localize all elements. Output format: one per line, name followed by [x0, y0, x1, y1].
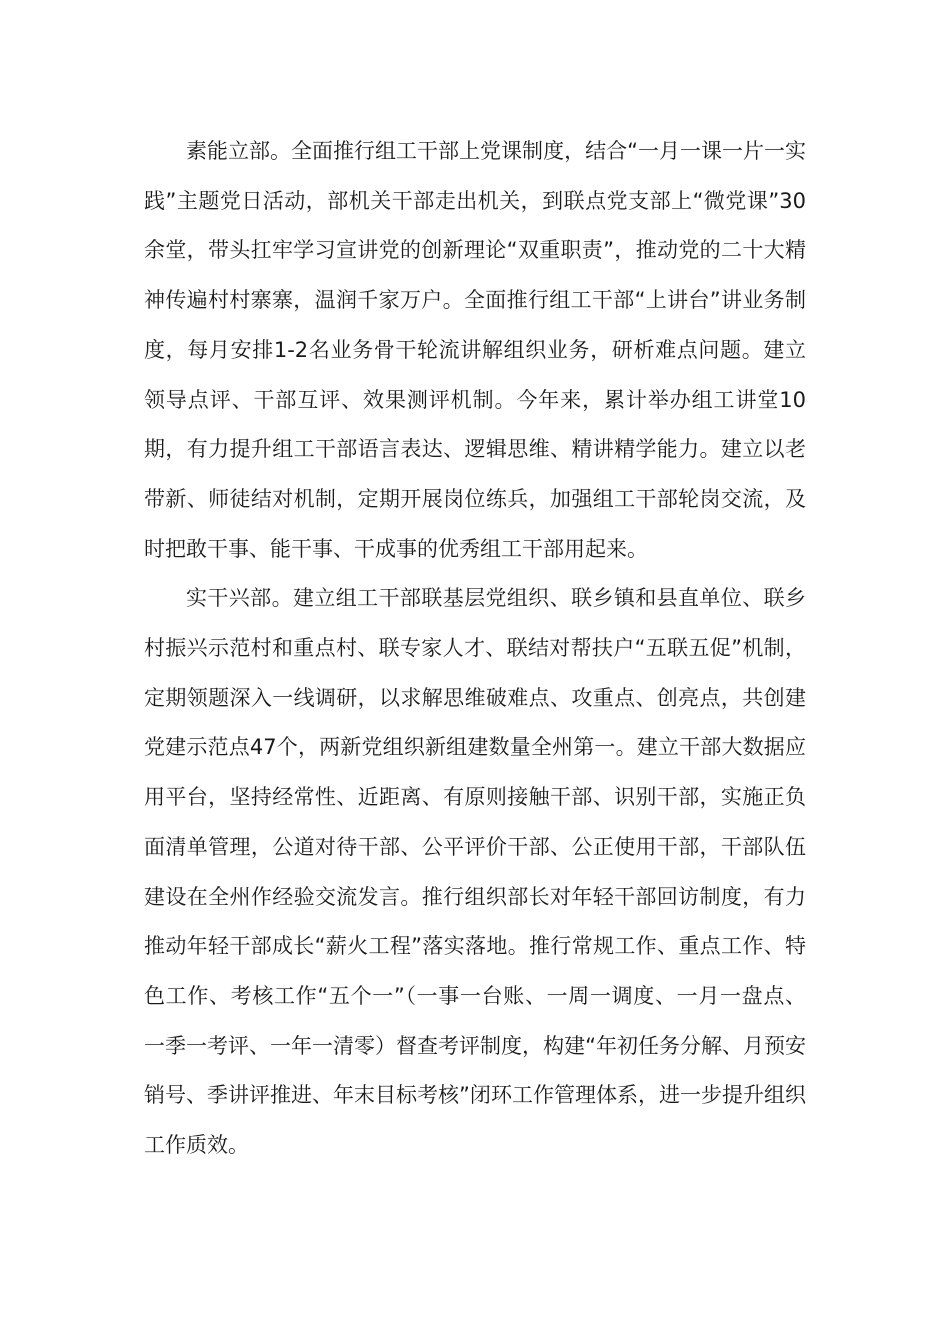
paragraph-shigan-xingbu: 实干兴部。建立组工干部联基层党组织、联乡镇和县直单位、联乡村振兴示范村和重点村、联专家人才、联结对帮扶户“五联五促”机制，定期领题深入一线调研，以求解思维破难点、攻重点、创亮点，共创建党建示范点47个，两新党组织新组建数量全州第一。建立干部大数据应用平台，坚持经常性、近距离、有原则接触干部、识别干部，实施正负面清单管理，公道对待干部、公平评价干部、公正使用干部，干部队伍建设在全州作经验交流发言。推行组织部长对年轻干部回访制度，有力推动年轻干部成长“薪火工程”落实落地。推行常规工作、重点工作、特色工作、考核工作“五个一”（一事一台账、一周一调度、一月一盘点、一季一考评、一年一清零）督查考评制度，构建“年初任务分解、月预安销号、季讲评推进、年末目标考核”闭环工作管理体系，进一步提升组织工作质效。 — [144, 586, 806, 1158]
paragraph-suneng-libu: 素能立部。全面推行组工干部上党课制度，结合“一月一课一片一实践”主题党日活动，部机关干部走出机关，到联点党支部上“微党课”30余堂，带头扛牢学习宣讲党的创新理论“双重职责”，推动党的二十大精神传遍村村寨寨，温润千家万户。全面推行组工干部“上讲台”讲业务制度，每月安排1-2名业务骨干轮流讲解组织业务，研析难点问题。建立领导点评、干部互评、效果测评机制。今年来，累计举办组工讲堂10期，有力提升组工干部语言表达、逻辑思维、精讲精学能力。建立以老带新、师徒结对机制，定期开展岗位练兵，加强组工干部轮岗交流，及时把敢干事、能干事、干成事的优秀组工干部用起来。 — [144, 139, 806, 561]
document-body — [144, 127, 806, 1171]
